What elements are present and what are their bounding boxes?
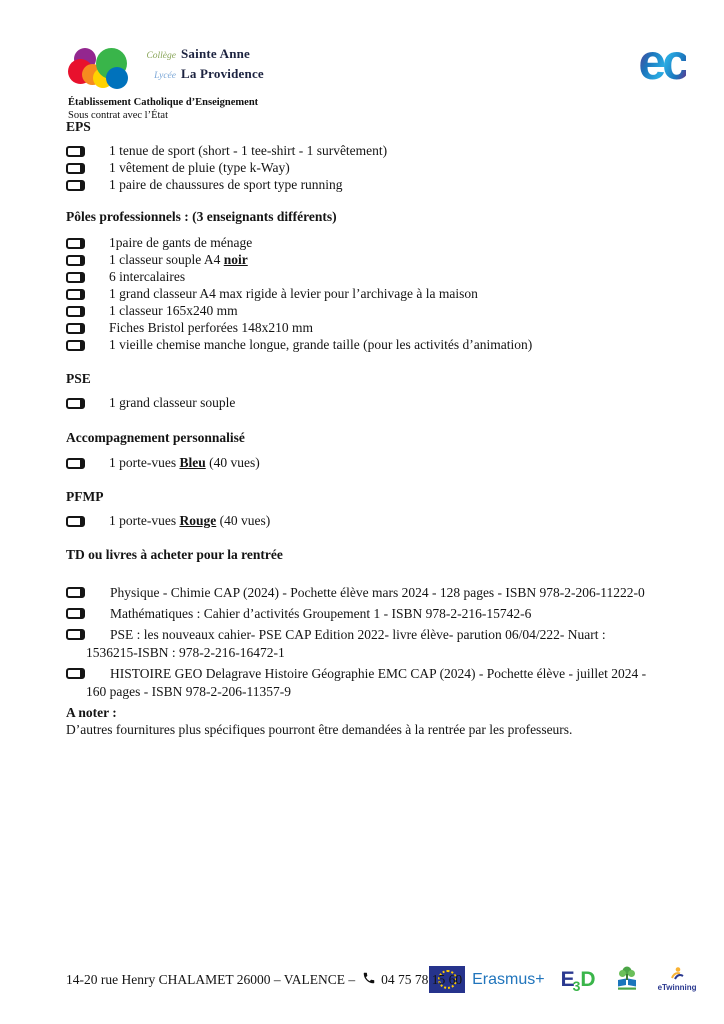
section-title: EPS — [66, 119, 91, 134]
checkbox-icon — [66, 398, 85, 409]
eco-school-logo-icon — [614, 964, 640, 995]
checkbox-icon — [66, 255, 85, 266]
list-item — [66, 177, 662, 194]
book-item — [66, 584, 658, 602]
item-text: 1 vêtement de pluie (type k-Way) — [109, 160, 290, 175]
checkbox-icon — [66, 272, 85, 283]
item-text: 1 classeur souple A4 noir — [109, 252, 248, 267]
item-text: 1 classeur 165x240 mm — [109, 303, 238, 318]
item-text: 1 porte-vues Rouge (40 vues) — [109, 513, 271, 528]
list-item — [66, 337, 662, 354]
school-type-college: Collège — [146, 51, 176, 61]
erasmus-plus-logo: Erasmus+ — [472, 970, 545, 988]
book-text: HISTOIRE GEO Delagrave Histoire Géographie EMC CAP (2024) - Pochette élève - juillet 2024 - 160 pages - ISBN 978-2-206-11357-9 — [86, 666, 647, 699]
subtitle-establishment: Établissement Catholique d’Enseignement — [68, 97, 259, 108]
section-pse — [66, 370, 662, 412]
section-pfmp — [66, 488, 662, 530]
footer-address: 14-20 rue Henry CHALAMET 26000 – VALENCE – — [66, 971, 356, 987]
checkbox-icon — [66, 458, 85, 469]
book-text: PSE : les nouveaux cahier- PSE CAP Edition 2022- livre élève- parution 06/04/222- Nuart : 1536215-ISBN : 978-2-216-16472-1 — [86, 627, 606, 660]
list-item — [66, 303, 662, 320]
checkbox-icon — [66, 238, 85, 249]
checkbox-icon — [66, 516, 85, 527]
enseignement-catholique-logo: ec — [638, 34, 686, 90]
checkbox-icon — [66, 629, 85, 640]
item-text: 6 intercalaires — [109, 269, 186, 284]
checkbox-icon — [66, 306, 85, 317]
etwinning-figure-icon — [669, 967, 685, 984]
checkbox-icon — [66, 323, 85, 334]
checkbox-icon — [66, 146, 85, 157]
school-logo — [68, 44, 264, 92]
note-text: D’autres fournitures plus spécifiques pourront être demandées à la rentrée par les professeurs. — [66, 722, 573, 737]
school-names — [130, 46, 330, 86]
item-text: Fiches Bristol perforées 148x210 mm — [109, 320, 313, 335]
item-text: 1 paire de chaussures de sport type running — [109, 177, 343, 192]
list-item — [66, 395, 662, 412]
book-item — [66, 605, 658, 623]
item-text: 1 porte-vues Bleu (40 vues) — [109, 455, 260, 470]
section-title: PSE — [66, 371, 91, 386]
checkbox-icon — [66, 608, 85, 619]
book-text: Physique - Chimie CAP (2024) - Pochette élève mars 2024 - 128 pages - ISBN 978-2-206-11222-0 — [110, 585, 645, 600]
section-eps — [66, 118, 662, 194]
footer — [66, 964, 704, 995]
footer-phone: 04 75 78 15 60 — [381, 971, 463, 987]
section-poles-professionnels — [66, 208, 662, 354]
list-item — [66, 160, 662, 177]
list-item — [66, 252, 662, 269]
checkbox-icon — [66, 180, 85, 191]
list-item — [66, 320, 662, 337]
item-text: 1paire de gants de ménage — [109, 235, 253, 250]
note-section — [66, 704, 662, 738]
list-item — [66, 513, 662, 530]
item-text: 1 grand classeur souple — [109, 395, 236, 410]
list-item — [66, 455, 662, 472]
item-text: 1 vieille chemise manche longue, grande taille (pour les activités d’animation) — [109, 337, 533, 352]
list-item — [66, 286, 662, 303]
item-text: 1 tenue de sport (short - 1 tee-shirt - 1 survêtement) — [109, 143, 388, 158]
school-name-la-providence: La Providence — [181, 66, 264, 81]
list-item — [66, 235, 662, 252]
checkbox-icon — [66, 587, 85, 598]
section-accompagnement — [66, 429, 662, 472]
checkbox-icon — [66, 340, 85, 351]
checkbox-icon — [66, 668, 85, 679]
section-title: TD ou livres à acheter pour la rentrée — [66, 547, 283, 562]
school-type-lycee: Lycée — [154, 71, 176, 81]
checkbox-icon — [66, 289, 85, 300]
section-title: Pôles professionnels : (3 enseignants différents) — [66, 209, 337, 224]
etwinning-label: eTwinning — [657, 983, 697, 992]
checkbox-icon — [66, 163, 85, 174]
section-title: Accompagnement personnalisé — [66, 430, 245, 445]
books-list — [66, 584, 658, 701]
etwinning-logo — [658, 967, 697, 992]
book-text: Mathématiques : Cahier d’activités Groupement 1 - ISBN 978-2-216-15742-6 — [110, 606, 532, 621]
e3d-logo: E 3 D — [560, 967, 596, 994]
school-name-sainte-anne: Sainte Anne — [181, 46, 251, 61]
list-item — [66, 269, 662, 286]
section-title: PFMP — [66, 489, 104, 504]
section-books — [66, 546, 662, 701]
school-header — [68, 44, 264, 122]
list-item — [66, 143, 662, 160]
item-text: 1 grand classeur A4 max rigide à levier pour l’archivage à la maison — [109, 286, 478, 301]
supply-list — [66, 118, 662, 738]
subtitle-contract: Sous contrat avec l’État — [68, 109, 169, 121]
phone-icon — [362, 971, 376, 989]
book-item — [66, 626, 658, 662]
school-logo-circles-icon — [68, 48, 132, 90]
note-title: A noter : — [66, 705, 117, 720]
book-item — [66, 665, 658, 701]
